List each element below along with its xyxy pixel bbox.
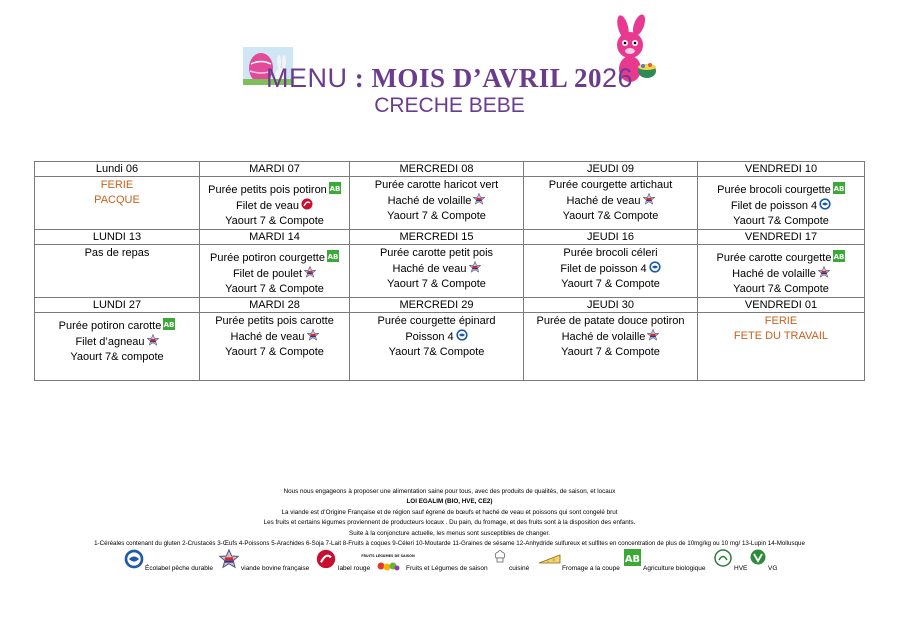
cheese-icon bbox=[538, 549, 562, 569]
meal-main: Haché de volaille bbox=[387, 195, 472, 207]
title-colon: : bbox=[347, 63, 372, 93]
meal-dessert: Yaourt 7 & Compote bbox=[561, 346, 660, 358]
ecolabel-icon bbox=[819, 198, 831, 210]
meal-main: Poisson 4 bbox=[405, 331, 454, 343]
meal-cell bbox=[524, 245, 698, 298]
meal-puree: Purée courgette épinard bbox=[377, 315, 496, 327]
legend-label: cuisiné bbox=[509, 565, 530, 572]
legend-label: Fromage a la coupe bbox=[562, 565, 620, 572]
fruits-legumes-icon bbox=[361, 549, 415, 573]
title-year-suffix: 26 bbox=[602, 63, 634, 93]
holiday-name: FETE DU TRAVAIL bbox=[733, 330, 829, 342]
producers-line: Les fruits et certains légumes proviennent de producteurs locaux . Du pain, du fromage, et des fruits sont à la disposition des enfants. bbox=[263, 519, 636, 527]
bio-icon bbox=[833, 182, 845, 194]
meal-dessert: Yaourt 7& Compote bbox=[733, 215, 829, 227]
meal-main: Filet de poisson 4 bbox=[560, 263, 647, 275]
day-label: JEUDI 16 bbox=[524, 230, 698, 245]
meal-cell bbox=[350, 245, 524, 298]
label-rouge-icon bbox=[316, 549, 336, 569]
viande-francaise-icon bbox=[818, 266, 830, 278]
legend-label: Fruits et Légumes de saison bbox=[406, 565, 488, 572]
holiday-label: FERIE bbox=[100, 179, 134, 191]
meal-dessert: Yaourt 7& Compote bbox=[388, 346, 485, 358]
bio-icon bbox=[833, 250, 845, 262]
day-label: LUNDI 27 bbox=[35, 298, 200, 313]
meal-row bbox=[35, 245, 865, 298]
viande-francaise-icon bbox=[304, 266, 316, 278]
meal-puree: Purée de patate douce potiron bbox=[536, 315, 685, 327]
meal-dessert: Yaourt 7& compote bbox=[70, 351, 164, 363]
bio-icon bbox=[624, 549, 641, 566]
day-label: Lundi 06 bbox=[35, 162, 200, 177]
meal-main: Filet d’agneau bbox=[75, 336, 145, 348]
meal-puree: Purée carotte petit pois bbox=[379, 247, 494, 259]
day-label: VENDREDI 10 bbox=[698, 162, 865, 177]
day-label: VENDREDI 01 bbox=[698, 298, 865, 313]
legume-logo-text: FRUITS LÉGUMES DE SAISON bbox=[361, 554, 415, 558]
menu-table bbox=[34, 161, 865, 381]
vg-icon bbox=[750, 549, 766, 565]
origin-line: La viande est d’Origine Française et de région sauf égrené de bœufs et haché de veau et poissons qui sont congelé brut bbox=[281, 508, 618, 516]
day-label: JEUDI 09 bbox=[524, 162, 698, 177]
title-menu: MENU bbox=[265, 63, 348, 93]
ecolabel-icon bbox=[124, 549, 144, 569]
viande-francaise-icon bbox=[147, 334, 159, 346]
disclaimer-line: Suite à la conjoncture actuelle, les menus sont susceptibles de changer. bbox=[349, 529, 550, 537]
legend-label: VG bbox=[768, 565, 778, 572]
holiday-name: PACQUE bbox=[94, 194, 140, 206]
meal-puree: Purée petits pois carotte bbox=[215, 315, 334, 327]
title-month: MOIS D’AVRIL 20 bbox=[371, 63, 602, 93]
day-label: MARDI 28 bbox=[200, 298, 350, 313]
meal-cell bbox=[524, 177, 698, 230]
meal-puree: Purée brocoli courgette bbox=[717, 184, 831, 196]
ecolabel-icon bbox=[456, 329, 468, 341]
viande-francaise-icon bbox=[307, 329, 319, 341]
meal-cell bbox=[350, 313, 524, 381]
day-header-row bbox=[35, 230, 865, 245]
viande-francaise-icon bbox=[469, 261, 481, 273]
meal-cell bbox=[698, 177, 865, 230]
no-meal-text: Pas de repas bbox=[84, 247, 150, 259]
meal-cell bbox=[524, 313, 698, 381]
meal-dessert: Yaourt 7& Compote bbox=[733, 283, 829, 295]
ecolabel-icon bbox=[649, 261, 661, 273]
meal-cell bbox=[200, 313, 350, 381]
day-label: LUNDI 13 bbox=[35, 230, 200, 245]
day-header-row bbox=[35, 298, 865, 313]
meal-row bbox=[35, 313, 865, 381]
legend-label: Écolabel pêche durable bbox=[145, 565, 213, 572]
bio-icon bbox=[327, 250, 339, 262]
meal-main: Filet de poulet bbox=[232, 268, 303, 280]
viande-francaise-icon bbox=[219, 549, 239, 569]
meal-puree: Purée carotte haricot vert bbox=[374, 179, 499, 191]
meal-cell bbox=[35, 313, 200, 381]
meal-main: Haché de veau bbox=[392, 263, 467, 275]
meal-cell bbox=[200, 245, 350, 298]
day-label: JEUDI 30 bbox=[524, 298, 698, 313]
chef-hat-icon bbox=[493, 549, 507, 569]
legend-label: label rouge bbox=[338, 565, 371, 572]
header bbox=[0, 0, 899, 150]
meal-puree: Purée potiron courgette bbox=[210, 252, 325, 264]
legend bbox=[0, 549, 899, 579]
meal-main: Filet de poisson 4 bbox=[730, 200, 818, 212]
day-label: MERCREDI 15 bbox=[350, 230, 524, 245]
viande-francaise-icon bbox=[643, 193, 655, 205]
meal-row bbox=[35, 177, 865, 230]
day-header-row bbox=[35, 162, 865, 177]
meal-dessert: Yaourt 7& Compote bbox=[562, 210, 659, 222]
meal-puree: Purée petits pois potiron bbox=[208, 184, 327, 196]
meal-cell bbox=[698, 245, 865, 298]
meal-puree: Purée brocoli céleri bbox=[563, 247, 658, 259]
bio-icon bbox=[329, 182, 341, 194]
meal-cell bbox=[698, 313, 865, 381]
day-label: MERCREDI 08 bbox=[350, 162, 524, 177]
legend-label: Agriculture biologique bbox=[643, 565, 706, 572]
hve-icon bbox=[714, 549, 732, 567]
day-label: VENDREDI 17 bbox=[698, 230, 865, 245]
legend-label: HVE bbox=[734, 565, 748, 572]
meal-cell bbox=[200, 177, 350, 230]
meal-main: Haché de veau bbox=[566, 195, 641, 207]
legend-label: viande bovine française bbox=[241, 565, 310, 572]
meal-puree: Purée courgette artichaut bbox=[548, 179, 673, 191]
meal-puree: Purée carotte courgette bbox=[716, 252, 832, 264]
viande-francaise-icon bbox=[473, 193, 485, 205]
allergens-line: 1-Céréales contenant du gluten 2-Crustacés 3-Œufs 4-Poissons 5-Arachides 6-Soja 7-Lait 8-Fruits à coques 9-Céleri 10-Moutarde 11-Graines de sésame 12-Anhydride sulfureux et sulfites en concentration de plus de 10mg/kg ou 10 mg/ 13-Lupin 14-Mollusque bbox=[94, 540, 805, 548]
day-label: MARDI 14 bbox=[200, 230, 350, 245]
meal-main: Haché de veau bbox=[230, 331, 305, 343]
meal-cell bbox=[35, 245, 200, 298]
footer-notes bbox=[0, 487, 899, 549]
commitment-bold: LOI EGALIM (BIO, HVE, CE2) bbox=[406, 498, 493, 506]
commitment-text: Nous nous engageons à proposer une alimentation saine pour tous, avec des produits de qualités, de saison, et locaux bbox=[283, 488, 616, 495]
holiday-label: FERIE bbox=[764, 315, 798, 327]
day-label: MARDI 07 bbox=[200, 162, 350, 177]
meal-dessert: Yaourt 7 & Compote bbox=[225, 215, 324, 227]
viande-francaise-icon bbox=[647, 329, 659, 341]
meal-main: Haché de volaille bbox=[732, 268, 816, 280]
meal-main: Haché de volaille bbox=[561, 331, 646, 343]
meal-dessert: Yaourt 7 & Compote bbox=[387, 278, 486, 290]
meal-cell bbox=[35, 177, 200, 230]
commitment-line bbox=[0, 487, 899, 508]
meal-dessert: Yaourt 7 & Compote bbox=[225, 346, 324, 358]
bio-icon bbox=[163, 318, 175, 330]
meal-main: Filet de veau bbox=[236, 200, 299, 212]
page-title bbox=[0, 63, 899, 94]
day-label: MERCREDI 29 bbox=[350, 298, 524, 313]
meal-dessert: Yaourt 7 & Compote bbox=[561, 278, 660, 290]
meal-cell bbox=[350, 177, 524, 230]
page-subtitle: CRECHE BEBE bbox=[374, 94, 525, 117]
label-rouge-icon bbox=[301, 198, 313, 210]
meal-puree: Purée potiron carotte bbox=[58, 320, 162, 332]
meal-dessert: Yaourt 7 & Compote bbox=[387, 210, 486, 222]
meal-dessert: Yaourt 7 & Compote bbox=[225, 283, 324, 295]
